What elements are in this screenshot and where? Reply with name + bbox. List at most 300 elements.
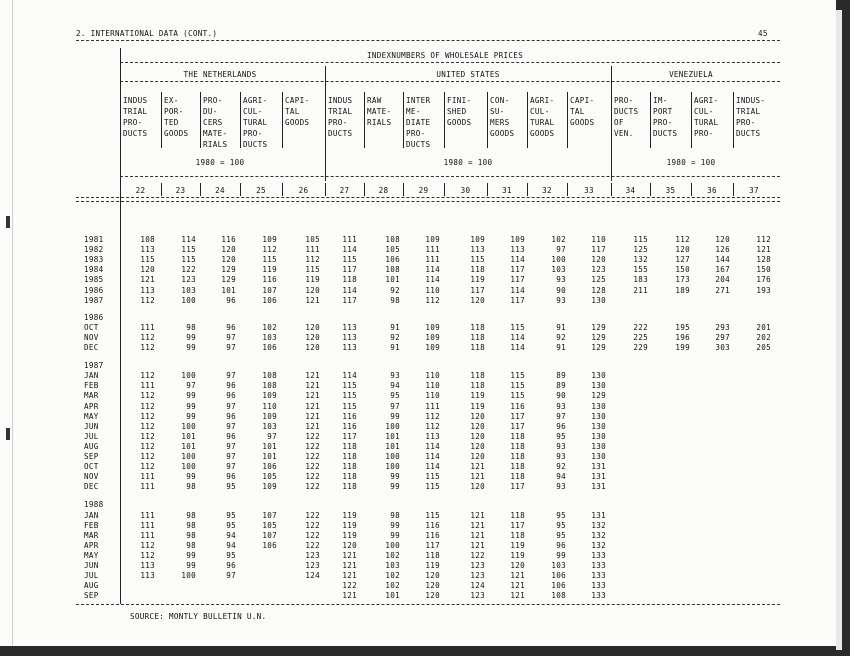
rule-line: [76, 197, 780, 198]
table-cell: 89: [556, 381, 566, 391]
column-separator: [567, 92, 568, 148]
table-cell: 100: [385, 540, 400, 550]
table-cell: 93: [556, 482, 566, 492]
rule-line: [120, 176, 780, 177]
table-cell: 129: [221, 265, 236, 275]
table-cell: 97: [226, 452, 236, 461]
table-cell: 100: [385, 421, 400, 431]
column-separator: [487, 92, 488, 148]
table-cell: 103: [181, 285, 196, 295]
table-cell: 94: [556, 472, 566, 482]
table-cell: 117: [510, 482, 525, 492]
table-cell: 150: [675, 265, 690, 275]
row-label: SEP: [84, 591, 99, 601]
column-separator: [282, 92, 283, 148]
table-cell: 128: [756, 255, 771, 265]
row-label: MAY: [84, 550, 99, 560]
column-header-line: RIALS: [367, 118, 392, 127]
table-cell: 121: [470, 540, 485, 550]
row-label: 1985: [84, 275, 104, 285]
row-label: MAR: [84, 530, 99, 540]
table-cell: 120: [425, 581, 440, 591]
table-cell: 97: [186, 381, 196, 391]
table-cell: 123: [591, 265, 606, 275]
table-cell: 297: [715, 332, 730, 342]
table-row: [0, 462, 836, 471]
table-cell: 112: [140, 550, 155, 560]
table-cell: 132: [591, 530, 606, 540]
column-header-line: PRO-: [203, 96, 223, 105]
table-cell: 229: [633, 343, 648, 352]
table-cell: 132: [591, 540, 606, 550]
column-separator: [200, 92, 201, 148]
table-cell: 105: [385, 245, 400, 255]
table-cell: 133: [591, 571, 606, 581]
table-cell: 108: [262, 381, 277, 391]
table-cell: 116: [262, 275, 277, 285]
table-cell: 121: [305, 371, 320, 381]
table-cell: 117: [510, 265, 525, 275]
table-cell: 119: [470, 275, 485, 285]
row-label: 1987: [84, 295, 104, 305]
table-cell: 114: [425, 441, 440, 451]
column-header-line: AGRI-: [530, 96, 555, 105]
table-cell: 125: [633, 245, 648, 255]
table-cell: 96: [556, 421, 566, 431]
table-cell: 121: [470, 520, 485, 530]
row-label: AUG: [84, 441, 99, 451]
column-number: 29: [418, 186, 429, 195]
table-cell: 121: [140, 275, 155, 285]
table-cell: 271: [715, 285, 730, 295]
table-cell: 114: [342, 245, 357, 255]
table-cell: 101: [262, 452, 277, 461]
table-cell: 123: [470, 591, 485, 601]
table-cell: 133: [591, 561, 606, 570]
column-number: 28: [378, 186, 389, 195]
column-header-line: PRO-: [123, 118, 143, 127]
table-cell: 114: [510, 343, 525, 352]
table-cell: 120: [305, 332, 320, 342]
table-cell: 122: [305, 520, 320, 530]
row-label: APR: [84, 540, 99, 550]
table-row: [0, 452, 836, 461]
table-cell: 129: [591, 322, 606, 332]
column-separator: [240, 92, 241, 148]
column-header-line: DU-: [203, 107, 218, 116]
table-cell: 115: [510, 322, 525, 332]
table-cell: 118: [510, 452, 525, 461]
table-cell: 109: [510, 235, 525, 244]
table-cell: 118: [470, 371, 485, 381]
table-cell: 120: [305, 343, 320, 352]
table-cell: 115: [342, 255, 357, 265]
column-separator: [487, 183, 488, 196]
table-cell: 91: [390, 322, 400, 332]
table-row: [0, 432, 836, 441]
table-cell: 131: [591, 510, 606, 520]
table-cell: 110: [591, 235, 606, 244]
table-row: [0, 581, 836, 590]
table-cell: 118: [425, 550, 440, 560]
table-cell: 102: [385, 550, 400, 560]
table-cell: 196: [675, 332, 690, 342]
table-cell: 112: [262, 245, 277, 255]
column-header-line: TED: [164, 118, 179, 127]
column-number: 34: [625, 186, 636, 195]
column-header-line: DUCTS: [328, 129, 353, 138]
table-cell: 121: [510, 581, 525, 591]
group-base-venezuela: 1980 = 100: [666, 158, 716, 167]
table-cell: 122: [305, 452, 320, 461]
table-cell: 112: [140, 411, 155, 421]
table-row: [0, 402, 836, 411]
table-cell: 101: [221, 285, 236, 295]
column-header-line: GOODS: [285, 118, 310, 127]
table-cell: 118: [510, 510, 525, 520]
column-header-line: DUCTS: [123, 129, 148, 138]
column-header-line: MERS: [490, 118, 510, 127]
table-cell: 107: [262, 530, 277, 540]
table-cell: 96: [226, 411, 236, 421]
table-cell: 112: [140, 295, 155, 305]
table-cell: 114: [510, 332, 525, 342]
table-cell: 121: [305, 295, 320, 305]
table-cell: 95: [556, 431, 566, 441]
table-cell: 115: [262, 255, 277, 265]
group-name-united-states: UNITED STATES: [436, 70, 500, 79]
table-cell: 95: [226, 482, 236, 492]
table-cell: 93: [556, 441, 566, 451]
column-separator: [403, 92, 404, 148]
table-cell: 103: [262, 421, 277, 431]
table-cell: 91: [556, 322, 566, 332]
table-cell: 113: [342, 322, 357, 332]
table-cell: 112: [140, 431, 155, 441]
table-cell: 100: [551, 255, 566, 265]
table-cell: 118: [510, 530, 525, 540]
column-header-line: TRIAL: [328, 107, 353, 116]
table-cell: 130: [591, 371, 606, 381]
table-cell: 122: [305, 462, 320, 472]
column-separator: [527, 183, 528, 196]
table-cell: 99: [186, 550, 196, 560]
table-cell: 130: [591, 381, 606, 391]
table-cell: 97: [226, 401, 236, 411]
column-header-line: POR-: [164, 107, 184, 116]
table-cell: 111: [425, 245, 440, 255]
table-cell: 106: [262, 295, 277, 305]
table-cell: 116: [342, 411, 357, 421]
table-cell: 133: [591, 591, 606, 601]
table-cell: 106: [262, 540, 277, 550]
column-header-line: CUL-: [243, 107, 263, 116]
table-row: [0, 442, 836, 451]
table-cell: 112: [140, 391, 155, 401]
column-number: 33: [584, 186, 594, 195]
rule-line: [120, 81, 780, 82]
table-cell: 95: [556, 520, 566, 530]
table-cell: 121: [305, 401, 320, 411]
table-cell: 98: [186, 540, 196, 550]
table-cell: 121: [305, 421, 320, 431]
table-cell: 115: [140, 255, 155, 265]
table-cell: 99: [390, 530, 400, 540]
column-separator: [567, 183, 568, 196]
table-cell: 100: [385, 462, 400, 472]
table-cell: 120: [470, 431, 485, 441]
table-cell: 122: [305, 510, 320, 520]
column-header-line: DUCTS: [614, 107, 639, 116]
table-cell: 114: [510, 285, 525, 295]
table-cell: 98: [390, 295, 400, 305]
table-cell: 113: [140, 571, 155, 581]
table-cell: 97: [226, 441, 236, 451]
table-cell: 112: [305, 255, 320, 265]
table-cell: 96: [226, 381, 236, 391]
column-number: 25: [256, 186, 266, 195]
table-cell: 120: [305, 322, 320, 332]
table-cell: 121: [756, 245, 771, 255]
table-cell: 120: [342, 540, 357, 550]
table-cell: 115: [510, 381, 525, 391]
table-cell: 113: [470, 245, 485, 255]
table-cell: 118: [342, 275, 357, 285]
table-row: [0, 235, 836, 244]
column-header-line: GOODS: [570, 118, 595, 127]
table-cell: 98: [186, 520, 196, 530]
table-cell: 117: [510, 520, 525, 530]
table-cell: 113: [140, 285, 155, 295]
table-cell: 106: [551, 571, 566, 581]
table-cell: 120: [470, 441, 485, 451]
table-cell: 119: [510, 540, 525, 550]
table-cell: 107: [262, 510, 277, 520]
column-header-line: TRIAL: [736, 107, 761, 116]
table-cell: 113: [510, 245, 525, 255]
table-cell: 92: [390, 332, 400, 342]
table-cell: 113: [140, 245, 155, 255]
table-cell: 99: [186, 401, 196, 411]
table-cell: 130: [591, 421, 606, 431]
table-cell: 99: [186, 472, 196, 482]
table-cell: 118: [470, 332, 485, 342]
table-cell: 117: [510, 295, 525, 305]
table-cell: 116: [425, 530, 440, 540]
table-row: [0, 255, 836, 264]
row-label: 1986: [84, 285, 104, 295]
table-cell: 99: [186, 343, 196, 352]
table-row: [0, 551, 836, 560]
table-cell: 107: [262, 285, 277, 295]
table-cell: 116: [425, 520, 440, 530]
table-cell: 130: [591, 411, 606, 421]
section-year-label: 1986: [84, 312, 104, 322]
table-cell: 122: [305, 472, 320, 482]
table-cell: 293: [715, 322, 730, 332]
table-cell: 127: [675, 255, 690, 265]
column-number: 24: [215, 186, 225, 195]
column-header-line: CAPI-: [570, 96, 595, 105]
row-label: OCT: [84, 462, 99, 472]
table-cell: 124: [470, 581, 485, 591]
column-number: 31: [502, 186, 512, 195]
group-name-netherlands: THE NETHERLANDS: [183, 70, 257, 79]
rule-line: [76, 201, 780, 202]
table-cell: 120: [591, 255, 606, 265]
table-cell: 98: [186, 510, 196, 520]
rule-line: [120, 62, 780, 63]
table-cell: 111: [140, 472, 155, 482]
table-cell: 121: [470, 462, 485, 472]
table-cell: 103: [551, 265, 566, 275]
table-cell: 131: [591, 472, 606, 482]
table-cell: 101: [385, 431, 400, 441]
table-cell: 110: [425, 285, 440, 295]
table-cell: 97: [556, 411, 566, 421]
table-cell: 111: [425, 255, 440, 265]
row-label: 1984: [84, 265, 104, 275]
column-separator: [444, 183, 445, 196]
table-cell: 205: [756, 343, 771, 352]
column-header-line: RAW: [367, 96, 382, 105]
table-cell: 101: [385, 275, 400, 285]
column-header-line: MATE-: [367, 107, 392, 116]
table-cell: 92: [556, 332, 566, 342]
column-header-line: CAPI-: [285, 96, 310, 105]
table-cell: 167: [715, 265, 730, 275]
table-cell: 101: [385, 441, 400, 451]
table-cell: 109: [425, 322, 440, 332]
table-cell: 108: [385, 235, 400, 244]
table-heading: INDEXNUMBERS OF WHOLESALE PRICES: [367, 51, 523, 60]
column-header-line: GOODS: [530, 129, 555, 138]
table-cell: 117: [342, 265, 357, 275]
row-label: FEB: [84, 381, 99, 391]
table-cell: 195: [675, 322, 690, 332]
table-cell: 112: [140, 343, 155, 352]
table-cell: 110: [425, 381, 440, 391]
table-cell: 129: [221, 275, 236, 285]
column-separator: [611, 183, 612, 196]
table-cell: 121: [470, 510, 485, 520]
column-header-line: DUCTS: [736, 129, 761, 138]
table-cell: 116: [510, 401, 525, 411]
table-cell: 96: [226, 391, 236, 401]
table-cell: 100: [181, 452, 196, 461]
column-header-line: PRO-: [406, 129, 426, 138]
table-cell: 108: [262, 371, 277, 381]
table-cell: 119: [342, 530, 357, 540]
table-row: [0, 265, 836, 274]
table-cell: 96: [226, 561, 236, 570]
table-cell: 102: [385, 581, 400, 591]
table-cell: 100: [181, 571, 196, 581]
table-cell: 115: [181, 255, 196, 265]
table-cell: 112: [140, 421, 155, 431]
table-cell: 115: [425, 472, 440, 482]
table-row: [0, 343, 836, 352]
table-cell: 90: [556, 391, 566, 401]
row-label: NOV: [84, 332, 99, 342]
row-label: 1982: [84, 245, 104, 255]
table-cell: 91: [390, 343, 400, 352]
table-cell: 111: [140, 510, 155, 520]
row-label: JAN: [84, 510, 99, 520]
table-row: [0, 371, 836, 380]
table-cell: 118: [470, 381, 485, 391]
table-cell: 120: [470, 295, 485, 305]
row-label: OCT: [84, 322, 99, 332]
column-separator: [733, 92, 734, 148]
table-cell: 93: [556, 452, 566, 461]
table-cell: 123: [470, 571, 485, 581]
table-cell: 90: [556, 285, 566, 295]
column-separator: [733, 183, 734, 196]
table-cell: 98: [390, 510, 400, 520]
column-header-line: VEN.: [614, 129, 634, 138]
table-cell: 193: [756, 285, 771, 295]
column-separator: [444, 92, 445, 148]
group-name-venezuela: VENEZUELA: [669, 70, 713, 79]
column-header-line: CERS: [203, 118, 223, 127]
table-cell: 95: [390, 391, 400, 401]
table-row: [0, 412, 836, 421]
table-cell: 120: [221, 245, 236, 255]
table-cell: 112: [140, 540, 155, 550]
table-cell: 131: [591, 462, 606, 472]
table-cell: 112: [140, 462, 155, 472]
table-cell: 111: [140, 482, 155, 492]
column-header-line: AGRI-: [243, 96, 268, 105]
column-header-line: TRIAL: [123, 107, 148, 116]
table-cell: 109: [262, 411, 277, 421]
row-label: APR: [84, 401, 99, 411]
table-cell: 101: [181, 431, 196, 441]
table-cell: 120: [305, 285, 320, 295]
table-cell: 111: [342, 235, 357, 244]
table-cell: 117: [510, 421, 525, 431]
table-cell: 118: [342, 452, 357, 461]
column-header-line: DUCTS: [243, 140, 268, 149]
table-row: [0, 541, 836, 550]
column-header-line: GOODS: [447, 118, 472, 127]
table-cell: 100: [181, 371, 196, 381]
table-row: [0, 323, 836, 332]
table-cell: 117: [342, 295, 357, 305]
column-header-line: TURAL: [694, 118, 719, 127]
table-cell: 120: [470, 411, 485, 421]
table-cell: 100: [181, 421, 196, 431]
table-cell: 129: [591, 343, 606, 352]
table-cell: 120: [140, 265, 155, 275]
table-cell: 118: [510, 472, 525, 482]
column-header-line: INTER: [406, 96, 431, 105]
table-row: [0, 275, 836, 284]
table-cell: 99: [186, 391, 196, 401]
table-cell: 114: [342, 285, 357, 295]
table-cell: 110: [262, 401, 277, 411]
column-separator: [200, 183, 201, 196]
table-cell: 117: [470, 285, 485, 295]
column-number: 36: [707, 186, 717, 195]
column-separator: [240, 183, 241, 196]
table-cell: 97: [226, 571, 236, 581]
table-cell: 100: [181, 295, 196, 305]
table-cell: 93: [556, 295, 566, 305]
table-cell: 130: [591, 431, 606, 441]
table-cell: 129: [591, 391, 606, 401]
